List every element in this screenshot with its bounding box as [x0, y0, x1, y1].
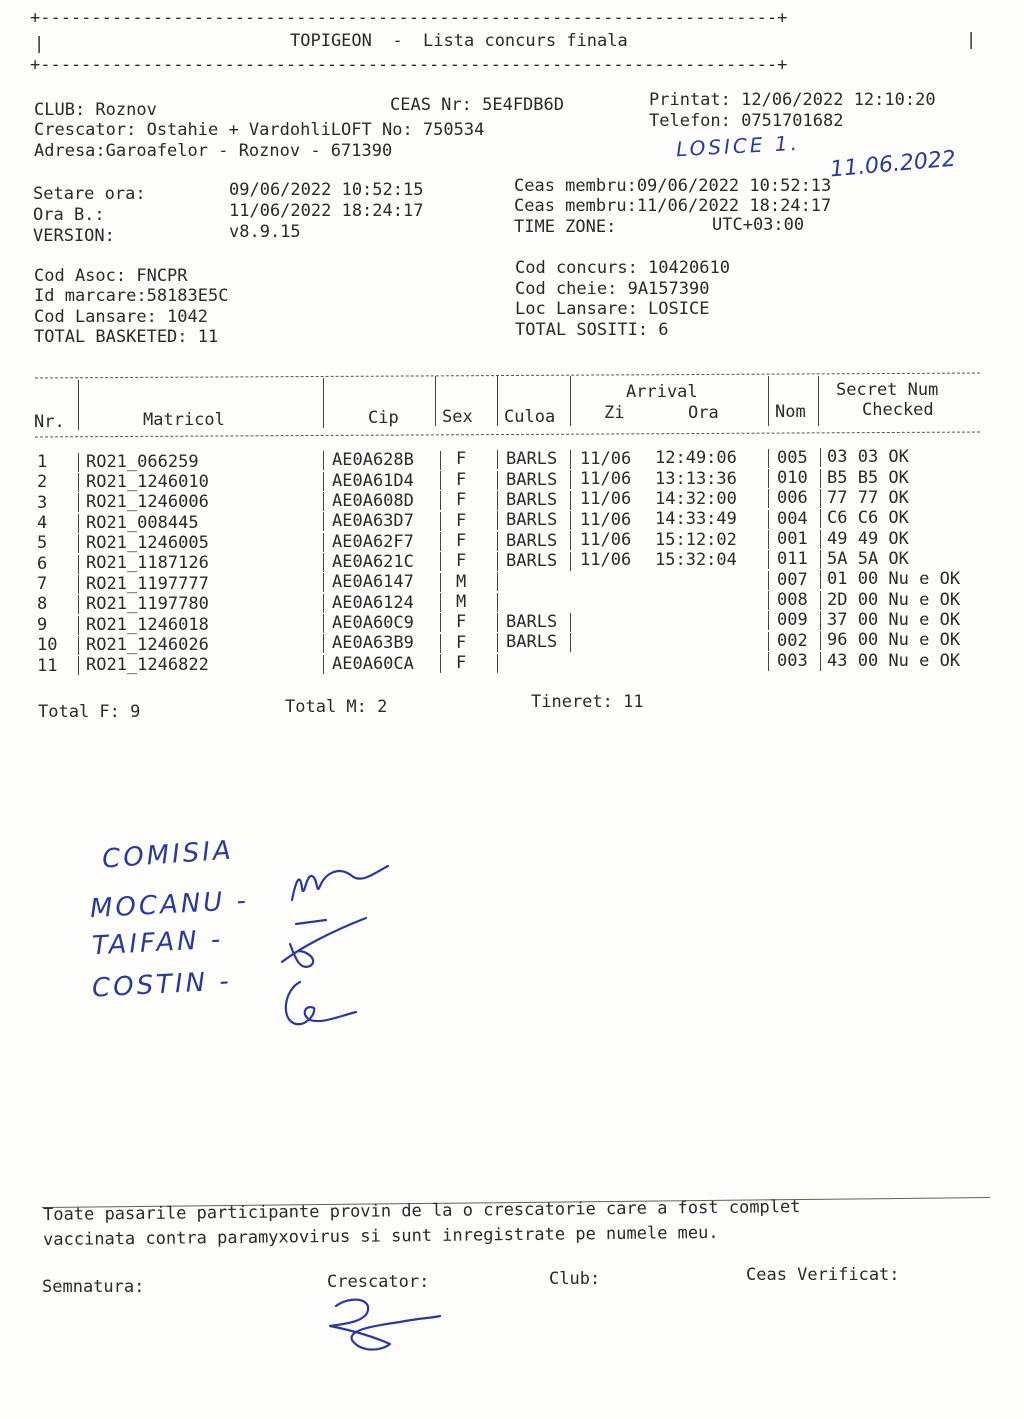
row-sex: F [456, 551, 467, 572]
setare-ora-value: 09/06/2022 10:52:15 [229, 180, 424, 200]
row-sex: M [456, 591, 467, 612]
telefon: Telefon: 0751701682 [649, 111, 844, 131]
ceas-membru-1: Ceas membru:09/06/2022 10:52:13 [514, 176, 832, 196]
row-cip: AE0A6124 [332, 592, 414, 613]
cod-lansare: Cod Lansare: 1042 [34, 307, 208, 327]
row-culoare: BARLS [506, 550, 558, 571]
version-label: VERSION: [33, 226, 115, 246]
row-culoare: BARLS [506, 510, 558, 531]
row-nom: 004 [777, 508, 808, 529]
header-nr: Nr. [34, 412, 65, 432]
row-nom: 007 [777, 569, 808, 590]
row-matricol: RO21_1246010 [86, 472, 209, 493]
row-nom: 009 [777, 610, 808, 631]
row-zi: 11/06 [580, 509, 632, 530]
row-nr: 7 [37, 574, 48, 595]
row-cip: AE0A60CA [332, 653, 414, 674]
row-zi: 11/06 [580, 550, 632, 571]
row-matricol: RO21_066259 [86, 451, 199, 472]
row-secret: 01 00 Nu e OK [827, 569, 961, 590]
row-ora: 13:13:36 [655, 468, 737, 489]
signature-costin [286, 982, 356, 1024]
title-box-bottom-border: +------------------------------------------------------------------------+ [30, 55, 788, 75]
signature-mocanu [292, 866, 388, 900]
row-culoare: BARLS [506, 469, 558, 490]
crescator-line: Crescator: Ostahie + VardohliLOFT No: 750534 [34, 120, 485, 140]
row-cip: AE0A60C9 [332, 613, 414, 634]
row-zi: 11/06 [580, 530, 632, 551]
tineret: Tineret: 11 [531, 692, 644, 712]
row-zi: 11/06 [580, 489, 632, 510]
row-nr: 3 [37, 492, 48, 513]
row-culoare: BARLS [506, 611, 558, 632]
header-ora: Ora [688, 403, 719, 423]
signature-taifan [282, 918, 366, 967]
row-secret: 5A 5A OK [827, 549, 909, 569]
row-secret: 77 77 OK [827, 487, 909, 508]
title-box-right-edge: | [966, 30, 977, 50]
header-matricol: Matricol [143, 410, 225, 430]
total-m: Total M: 2 [285, 697, 388, 717]
row-zi: 11/06 [580, 469, 632, 490]
ceas-nr: CEAS Nr: 5E4FDB6D [390, 95, 564, 115]
header-nom: Nom [775, 402, 806, 422]
row-matricol: RO21_1246005 [86, 533, 209, 554]
row-ora: 14:32:00 [655, 488, 737, 509]
row-nr: 2 [37, 472, 48, 493]
semnatura-label: Semnatura: [42, 1277, 145, 1297]
row-nr: 10 [37, 635, 58, 656]
header-secret-num: Secret Num [836, 380, 939, 400]
row-zi: 11/06 [580, 448, 632, 469]
row-nom: 010 [777, 467, 808, 488]
row-nom: 011 [777, 549, 808, 570]
handwritten-losice: LOSICE 1. [675, 130, 801, 162]
timezone-value: UTC+03:00 [712, 215, 805, 235]
row-sex: F [456, 469, 467, 490]
header-arrival: Arrival [626, 382, 698, 402]
row-ora: 12:49:06 [655, 448, 737, 469]
row-nr: 8 [37, 594, 48, 615]
row-cip: AE0A628B [332, 450, 414, 471]
handwritten-date: 11.06.2022 [829, 146, 957, 183]
handwritten-costin: COSTIN - [91, 966, 233, 1004]
cod-asoc: Cod Asoc: FNCPR [34, 266, 188, 286]
row-matricol: RO21_1246822 [86, 655, 209, 676]
handwritten-comisia: COMISIA [101, 835, 235, 875]
club-label: Club: [549, 1269, 601, 1289]
row-cip: AE0A63D7 [332, 511, 414, 532]
row-cip: AE0A62F7 [332, 531, 414, 552]
row-nom: 006 [777, 488, 808, 509]
row-secret: 37 00 Nu e OK [827, 610, 961, 631]
row-nr: 11 [37, 655, 58, 676]
row-sex: F [456, 490, 467, 511]
header-sex: Sex [442, 407, 473, 427]
handwritten-mocanu: MOCANU - [89, 885, 250, 925]
row-sex: F [456, 449, 467, 470]
row-nom: 008 [777, 590, 808, 610]
row-cip: AE0A608D [332, 490, 414, 511]
row-nom: 005 [777, 447, 808, 468]
ceas-verificat-label: Ceas Verificat: [746, 1265, 900, 1285]
header-zi: Zi [604, 403, 625, 423]
row-sex: F [456, 632, 467, 653]
row-matricol: RO21_008445 [86, 512, 199, 533]
title-box-top-border: +------------------------------------------------------------------------+ [30, 8, 788, 28]
row-cip: AE0A61D4 [332, 470, 414, 491]
signature-crescator [330, 1300, 440, 1350]
handwritten-taifan: TAIFAN - [91, 924, 224, 962]
row-secret: 49 49 OK [827, 528, 909, 549]
row-cip: AE0A621C [332, 551, 414, 572]
setare-ora-label: Setare ora: [33, 184, 146, 204]
row-sex: F [456, 510, 467, 531]
row-matricol: RO21_1246026 [86, 634, 209, 655]
total-sositi: TOTAL SOSITI: 6 [515, 320, 669, 340]
row-sex: F [456, 530, 467, 551]
title-box-left-edge: | [34, 34, 45, 54]
id-marcare: Id marcare:58183E5C [34, 286, 229, 306]
cod-cheie: Cod cheie: 9A157390 [515, 279, 710, 299]
header-culoare: Culoa [504, 407, 556, 427]
row-matricol: RO21_1197780 [86, 594, 209, 615]
row-secret: 43 00 Nu e OK [827, 650, 961, 671]
row-matricol: RO21_1187126 [86, 553, 209, 574]
row-ora: 15:32:04 [655, 550, 737, 571]
crescator-label: Crescator: [327, 1272, 430, 1292]
adresa-line: Adresa:Garoafelor - Roznov - 671390 [34, 141, 393, 161]
row-culoare: BARLS [506, 489, 558, 510]
loc-lansare: Loc Lansare: LOSICE [515, 299, 710, 319]
ceas-membru-2: Ceas membru:11/06/2022 18:24:17 [514, 196, 832, 216]
row-secret: C6 C6 OK [827, 508, 909, 529]
row-nr: 1 [37, 452, 48, 472]
row-ora: 14:33:49 [655, 509, 737, 530]
row-sex: F [456, 652, 467, 673]
total-f: Total F: 9 [38, 702, 141, 722]
header-checked: Checked [862, 400, 934, 420]
row-secret: 96 00 Nu e OK [827, 630, 961, 651]
row-ora: 15:12:02 [655, 529, 737, 550]
row-cip: AE0A6147 [332, 572, 414, 593]
row-culoare: BARLS [506, 530, 558, 551]
statement-line-1: Toate pasarile participante provin de la o crescatorie care a fost complet [43, 1197, 801, 1225]
ora-b-label: Ora B.: [33, 205, 105, 225]
row-nr: 5 [37, 533, 48, 554]
row-cip: AE0A63B9 [332, 633, 414, 654]
row-culoare: BARLS [506, 632, 558, 653]
row-nr: 4 [37, 513, 48, 534]
row-sex: F [456, 612, 467, 633]
cod-concurs: Cod concurs: 10420610 [515, 258, 730, 278]
row-nom: 003 [777, 651, 808, 672]
total-basketed: TOTAL BASKETED: 11 [34, 327, 219, 347]
printat: Printat: 12/06/2022 12:10:20 [649, 90, 936, 110]
row-matricol: RO21_1246006 [86, 492, 209, 513]
row-secret: B5 B5 OK [827, 467, 909, 488]
club-line: CLUB: Roznov [34, 100, 157, 120]
row-secret: 03 03 OK [827, 447, 909, 468]
page-title: TOPIGEON - Lista concurs finala [290, 31, 628, 51]
statement-line-2: vaccinata contra paramyxovirus si sunt inregistrate pe numele meu. [43, 1222, 719, 1250]
row-matricol: RO21_1197777 [86, 573, 209, 594]
version-value: v8.9.15 [229, 222, 301, 242]
row-matricol: RO21_1246018 [86, 614, 209, 635]
row-sex: M [456, 571, 467, 592]
row-nom: 002 [777, 630, 808, 651]
row-secret: 2D 00 Nu e OK [827, 589, 961, 610]
row-culoare: BARLS [506, 449, 558, 470]
row-nr: 9 [37, 614, 48, 635]
timezone-label: TIME ZONE: [514, 217, 617, 237]
ora-b-value: 11/06/2022 18:24:17 [229, 201, 424, 221]
row-nr: 6 [37, 553, 48, 574]
header-cip: Cip [368, 408, 399, 428]
row-nom: 001 [777, 528, 808, 549]
